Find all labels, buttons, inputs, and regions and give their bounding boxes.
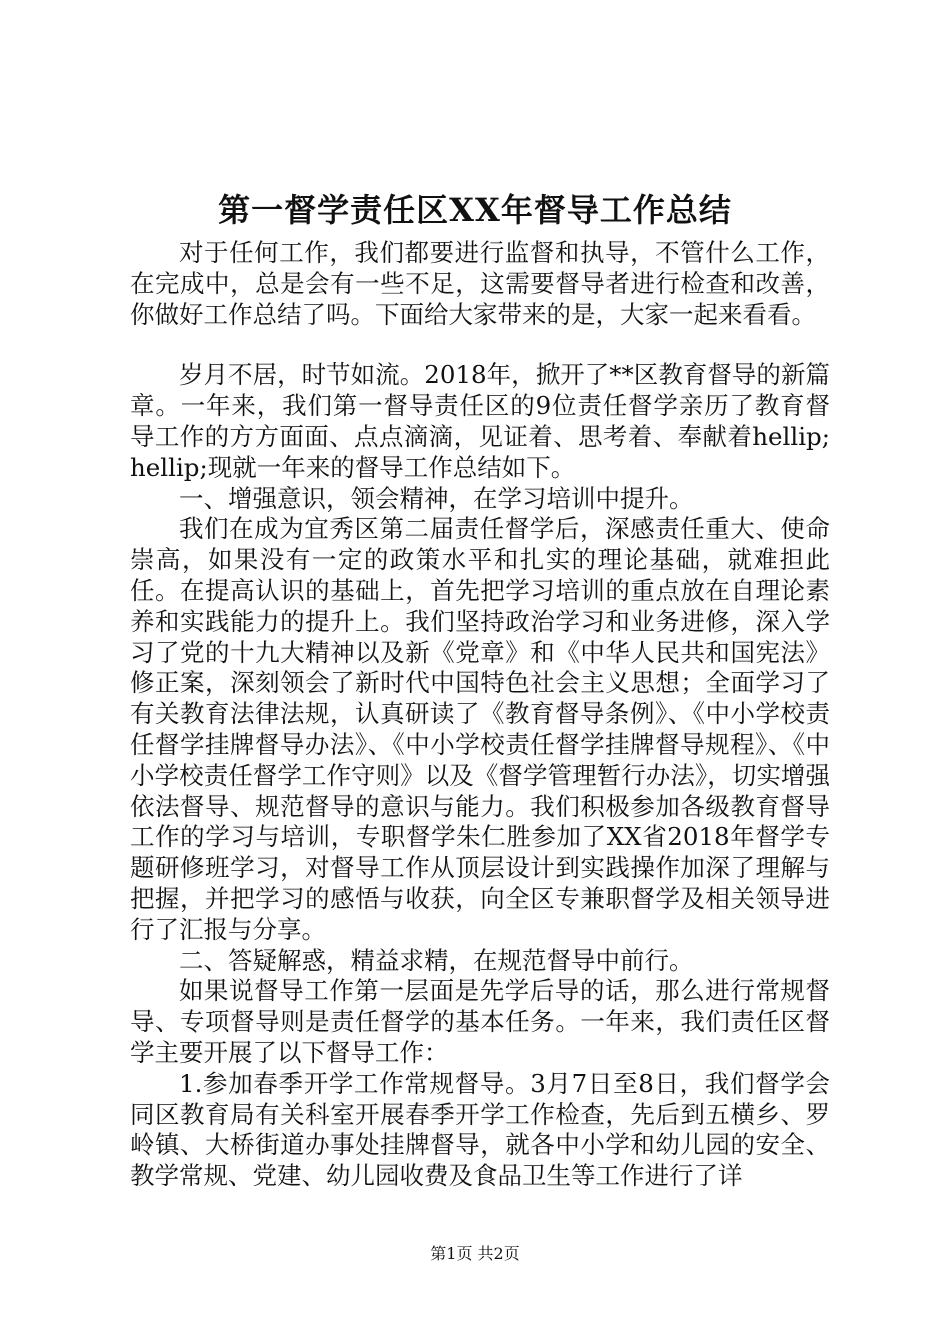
section-heading-1: 一、增强意识，领会精神，在学习培训中提升。	[179, 483, 694, 513]
paragraph-opening: 岁月不居，时节如流。2018年，掀开了**区教育督导的新篇章。一年来，我们第一督导责任区的9位责任督学亲历了教育督导工作的方方面面、点点滴滴，见证着、思考着、奉献着hellip;hellip;现就一年来的督导工作总结如下。	[130, 360, 830, 482]
paragraph-section-1: 我们在成为宜秀区第二届责任督学后，深感责任重大、使命崇高，如果没有一定的政策水平和扎实的理论基础，就难担此任。在提高认识的基础上，首先把学习培训的重点放在自理论素养和实践能力的提升上。我们坚持政治学习和业务进修，深入学习了党的十九大精神以及新《党章》和《中华人民共和国宪法》修正案，深刻领会了新时代中国特色社会主义思想；全面学习了有关教育法律法规，认真研读了《教育督导条例》、《中小学校责任督学挂牌督导办法》、《中小学校责任督学挂牌督导规程》、《中小学校责任督学工作守则》以及《督学管理暂行办法》，切实增强依法督导、规范督导的意识与能力。我们积极参加各级教育督导工作的学习与培训，专职督学朱仁胜参加了XX省2018年督学专题研修班学习，对督导工作从顶层设计到实践操作加深了理解与把握，并把学习的感悟与收获，向全区专兼职督学及相关领导进行了汇报与分享。	[130, 514, 830, 944]
document-title: 第一督学责任区XX年督导工作总结	[218, 191, 732, 229]
paragraph-intro: 对于任何工作，我们都要进行监督和执导，不管什么工作，在完成中，总是会有一些不足，这需要督导者进行检查和改善，你做好工作总结了吗。下面给大家带来的是，大家一起来看看。	[130, 238, 830, 329]
paragraph-item-1: 1.参加春季开学工作常规督导。3月7日至8日，我们督学会同区教育局有关科室开展春季开学工作检查，先后到五横乡、罗岭镇、大桥街道办事处挂牌督导，就各中小学和幼儿园的安全、教学常规、党建、幼儿园收费及食品卫生等工作进行了详	[130, 1068, 830, 1191]
document-body	[130, 238, 830, 1192]
section-heading-2: 二、答疑解惑，精益求精，在规范督导中前行。	[179, 945, 694, 975]
paragraph-section-2: 如果说督导工作第一层面是先学后导的话，那么进行常规督导、专项督导则是责任督学的基本任务。一年来，我们责任区督学主要开展了以下督导工作：	[130, 976, 830, 1067]
page-footer: 第1页 共2页	[430, 1244, 520, 1263]
